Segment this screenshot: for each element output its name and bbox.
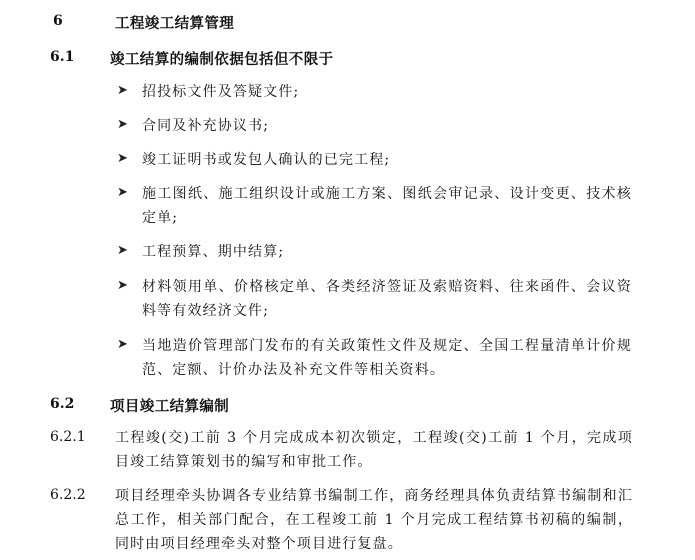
list-item-text: 当地造价管理部门发布的有关政策性文件及规定、全国工程量清单计价规范、定额、计价办法及补充文件等相关资料。 (142, 338, 632, 378)
list-item-text: 招投标文件及答疑文件; (142, 84, 300, 100)
section-number: 6 (53, 13, 63, 29)
arrow-bullet-icon: ➤ (117, 151, 128, 166)
arrow-bullet-icon: ➤ (117, 243, 128, 258)
arrow-bullet-icon: ➤ (117, 83, 128, 98)
section-title: 工程竣工结算管理 (115, 15, 235, 32)
subsection-title: 项目竣工结算编制 (110, 398, 230, 415)
list-item-text: 竣工证明书或发包人确认的已完工程; (142, 152, 391, 168)
list-item-text: 工程预算、期中结算; (142, 244, 285, 260)
arrow-bullet-icon: ➤ (117, 117, 128, 132)
subsection-number: 6.1 (50, 49, 75, 65)
list-item-text: 材料领用单、价格核定单、各类经济签证及索赔资料、往来函件、会议资料等有效经济文件; (142, 279, 632, 319)
arrow-bullet-icon: ➤ (117, 185, 128, 200)
list-item-text: 施工图纸、施工组织设计或施工方案、图纸会审记录、设计变更、技术核定单; (142, 186, 632, 226)
clause-number: 6.2.1 (50, 429, 86, 445)
arrow-bullet-icon: ➤ (117, 278, 128, 293)
arrow-bullet-icon: ➤ (117, 337, 128, 352)
clause-text: 工程竣(交)工前 3 个月完成成本初次锁定，工程竣(交)工前 1 个月，完成项目竣工结算策划书的编写和审批工作。 (115, 430, 633, 470)
subsection-number: 6.2 (50, 396, 75, 412)
subsection-title: 竣工结算的编制依据包括但不限于 (110, 51, 334, 68)
clause-number: 6.2.2 (50, 487, 86, 503)
clause-text: 项目经理牵头协调各专业结算书编制工作，商务经理具体负责结算书编制和汇总工作，相关部门配合，在工程竣工前 1 个月完成工程结算书初稿的编制，同时由项目经理牵头对整个项目进行复盘。 (115, 488, 633, 552)
list-item-text: 合同及补充协议书; (142, 118, 270, 134)
